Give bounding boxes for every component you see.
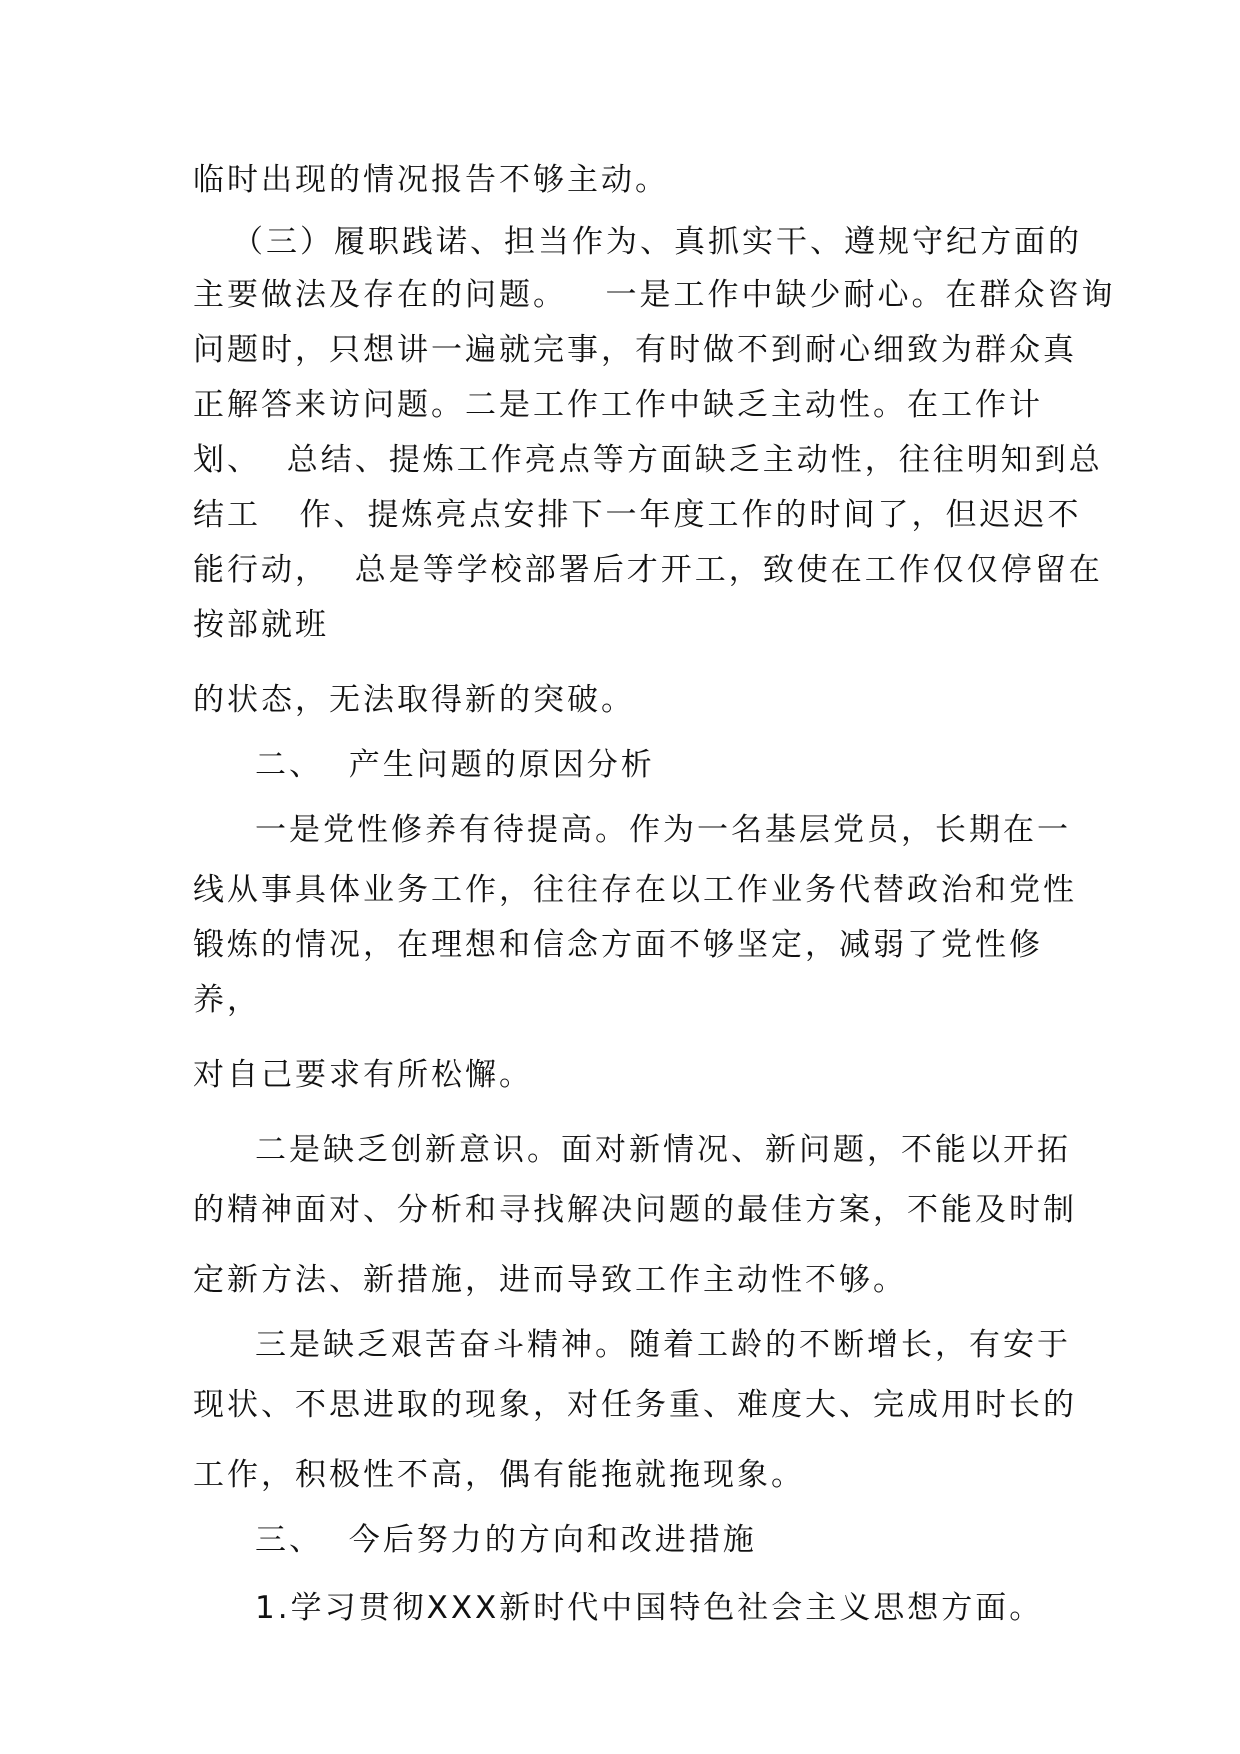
text-line: 能行动， 总是等学校部署后才开工，致使在工作仅仅停留在 (193, 552, 1103, 588)
text-line: 工作，积极性不高，偶有能拖就拖现象。 (193, 1457, 805, 1493)
text-line: 养， (193, 982, 261, 1018)
text-line: 定新方法、新措施，进而导致工作主动性不够。 (193, 1262, 907, 1298)
text-line: 正解答来访问题。二是工作工作中缺乏主动性。在工作计 (193, 387, 1043, 423)
section-heading: 三、 今后努力的方向和改进措施 (255, 1522, 757, 1558)
text-line: 临时出现的情况报告不够主动。 (193, 162, 669, 198)
text-line: 划、 总结、提炼工作亮点等方面缺乏主动性，往往明知到总 (193, 442, 1103, 478)
text-line: 按部就班 (193, 607, 329, 643)
section-heading: （三）履职践诺、担当作为、真抓实干、遵规守纪方面的 (232, 224, 1082, 260)
text-line: 的精神面对、分析和寻找解决问题的最佳方案，不能及时制 (193, 1192, 1077, 1228)
text-line: 1.学习贯彻XXX新时代中国特色社会主义思想方面。 (255, 1590, 1044, 1626)
text-line: 的状态，无法取得新的突破。 (193, 682, 635, 718)
text-line: 线从事具体业务工作，往往存在以工作业务代替政治和党性 (193, 872, 1077, 908)
text-line: 问题时，只想讲一遍就完事，有时做不到耐心细致为群众真 (193, 332, 1077, 368)
text-line: 三是缺乏艰苦奋斗精神。随着工龄的不断增长，有安于 (255, 1327, 1071, 1363)
text-line: 主要做法及存在的问题。 一是工作中缺少耐心。在群众咨询 (193, 277, 1116, 313)
section-heading: 二、 产生问题的原因分析 (255, 747, 655, 783)
text-line: 对自己要求有所松懈。 (193, 1057, 533, 1093)
text-line: 现状、不思进取的现象，对任务重、难度大、完成用时长的 (193, 1387, 1077, 1423)
text-line: 二是缺乏创新意识。面对新情况、新问题，不能以开拓 (255, 1132, 1071, 1168)
text-line: 一是党性修养有待提高。作为一名基层党员，长期在一 (255, 812, 1071, 848)
text-line: 结工 作、提炼亮点安排下一年度工作的时间了，但迟迟不 (193, 497, 1082, 533)
text-line: 锻炼的情况，在理想和信念方面不够坚定，减弱了党性修 (193, 927, 1043, 963)
